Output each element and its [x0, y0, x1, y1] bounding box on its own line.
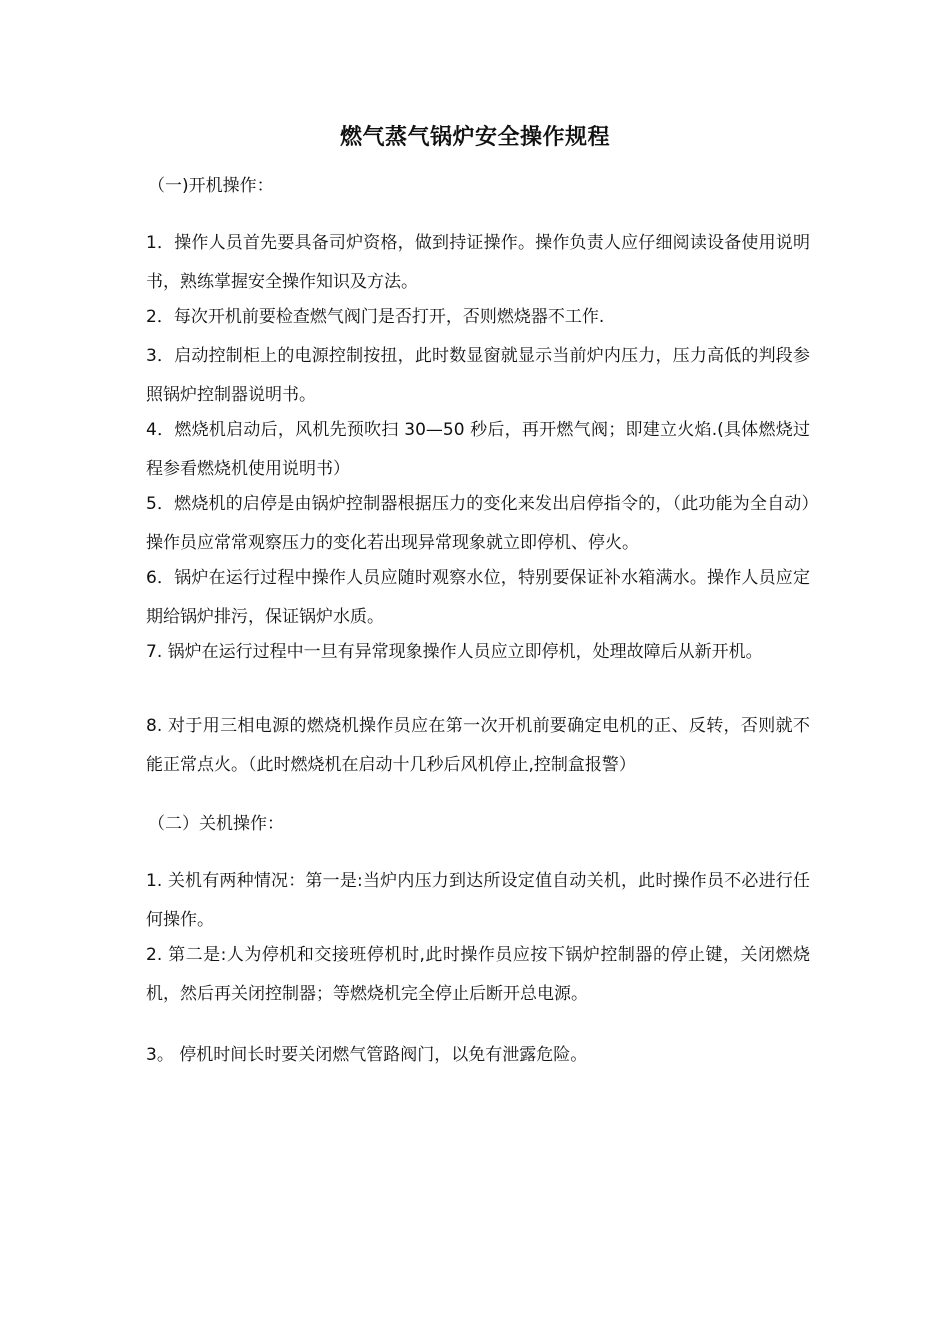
startup-item-8: 8. 对于用三相电源的燃烧机操作员应在第一次开机前要确定电机的正、反转，否则就不能正常点火。（此时燃烧机在启动十几秒后风机停止,控制盒报警）	[146, 716, 810, 775]
section-heading-startup: （一)开机操作：	[148, 176, 274, 196]
startup-item-4: 4．燃烧机启动后，风机先预吹扫 30—50 秒后，再开燃气阀；即建立火焰.(具体燃烧过程参看燃烧机使用说明书）	[146, 420, 810, 479]
startup-item-2: 2．每次开机前要检查燃气阀门是否打开，否则燃烧器不工作.	[146, 307, 605, 327]
section-heading-shutdown: （二）关机操作：	[148, 814, 284, 834]
startup-item-3: 3．启动控制柜上的电源控制按扭，此时数显窗就显示当前炉内压力，压力高低的判段参照锅炉控制器说明书。	[146, 346, 810, 405]
startup-item-5: 5．燃烧机的启停是由锅炉控制器根据压力的变化来发出启停指令的，（此功能为全自动）操作员应常常观察压力的变化若出现异常现象就立即停机、停火。	[146, 494, 810, 553]
startup-item-1: 1．操作人员首先要具备司炉资格，做到持证操作。操作负责人应仔细阅读设备使用说明书，熟练掌握安全操作知识及方法。	[146, 233, 810, 292]
shutdown-item-3: 3。 停机时间长时要关闭燃气管路阀门，以免有泄露危险。	[146, 1045, 588, 1065]
shutdown-item-2: 2. 第二是:人为停机和交接班停机时,此时操作员应按下锅炉控制器的停止键，关闭燃烧机，然后再关闭控制器；等燃烧机完全停止后断开总电源。	[146, 945, 810, 1004]
startup-item-7: 7. 锅炉在运行过程中一旦有异常现象操作人员应立即停机，处理故障后从新开机。	[146, 642, 763, 662]
document-title: 燃气蒸气锅炉安全操作规程	[339, 125, 610, 150]
startup-item-6: 6．锅炉在运行过程中操作人员应随时观察水位，特别要保证补水箱满水。操作人员应定期给锅炉排污，保证锅炉水质。	[146, 568, 810, 627]
shutdown-item-1: 1. 关机有两种情况：第一是:当炉内压力到达所设定值自动关机，此时操作员不必进行任何操作。	[146, 871, 810, 930]
